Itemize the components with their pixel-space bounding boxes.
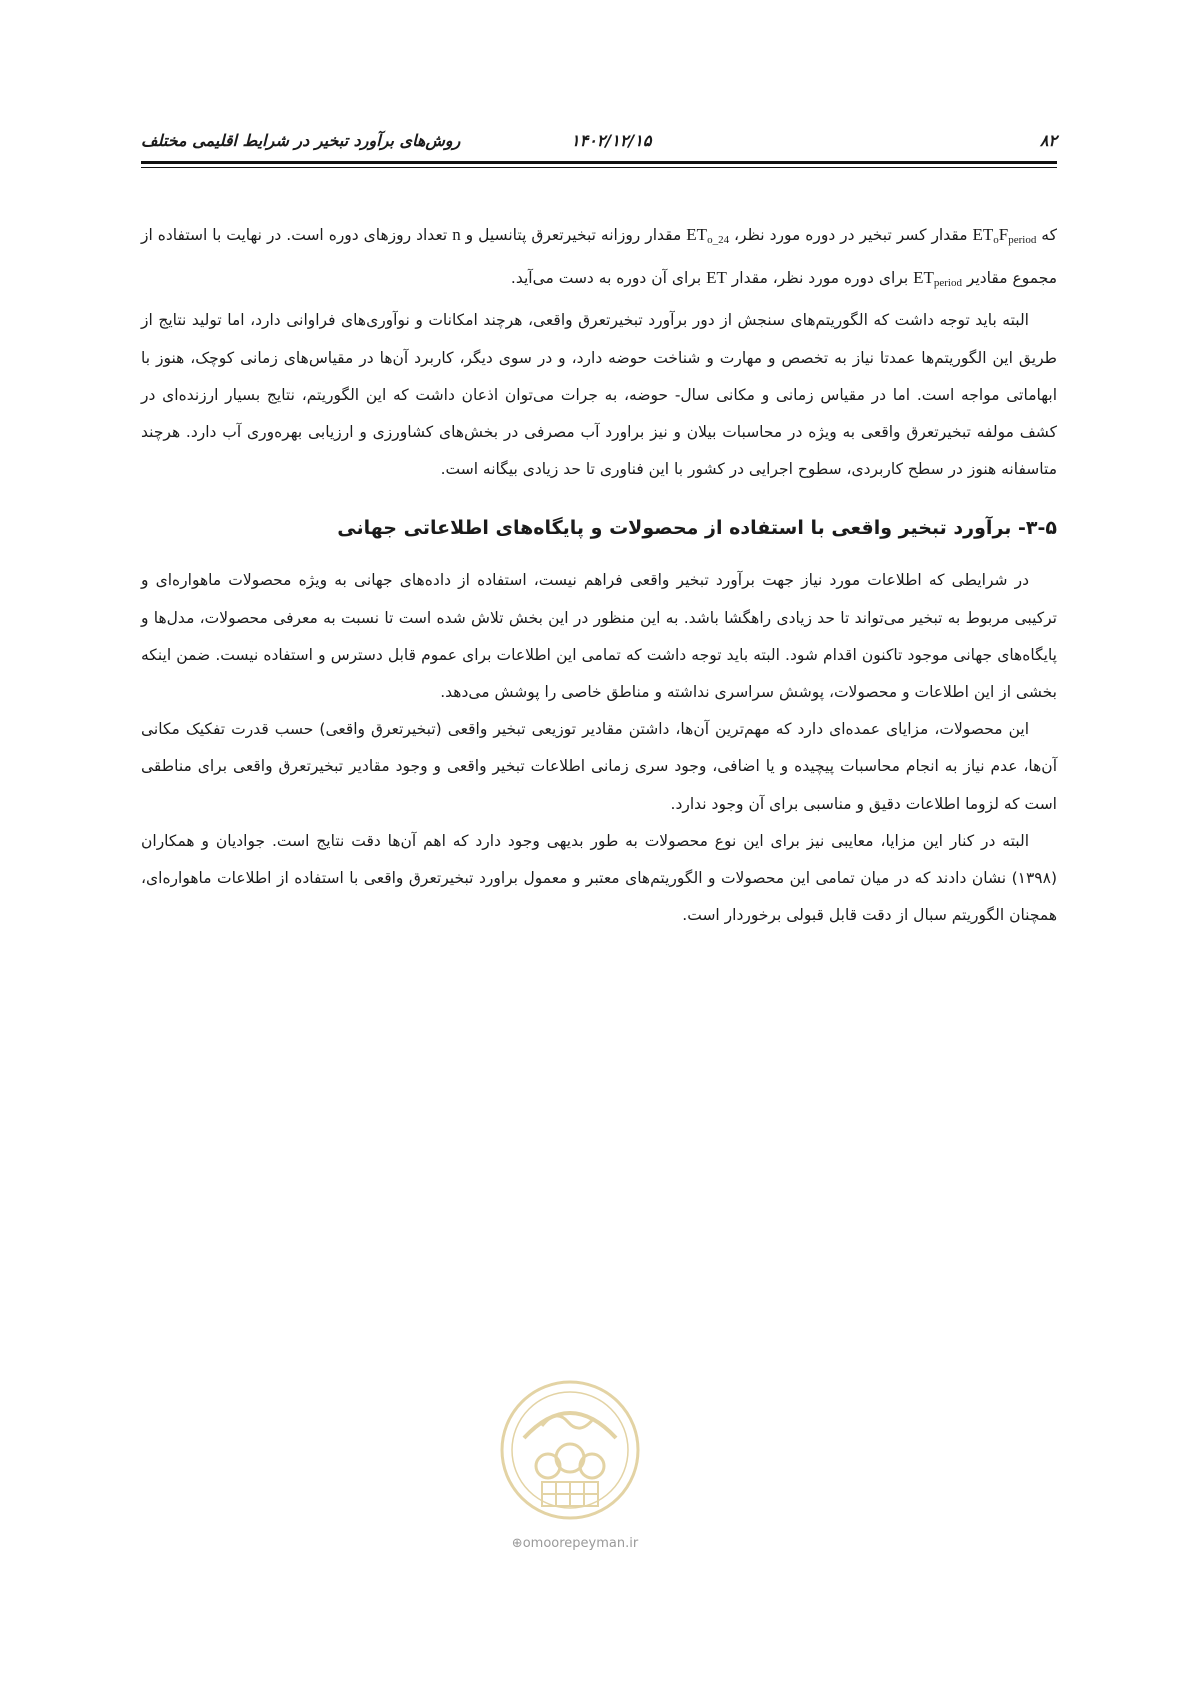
paragraph-formula-explanation: که $ET_oF_{period}$ مقدار کسر تبخیر در دوره مورد نظر، $ET_{o\_24}$ مقدار روزانه تبخیرتعرق پتانسیل و n تعداد روزهای دوره است. در نهایت با استفاده از مجموع مقادیر $ET_{period}$ برای دوره مورد نظر، مقدار ET برای آن دوره به دست می‌آید. (141, 225, 1057, 290)
paragraph-algorithm-notes: البته باید توجه داشت که الگوریتم‌های سنجش از دور برآورد تبخیرتعرق واقعی، هرچند امکانات و نوآوری‌های فراوانی دارد، اما تولید نتایج از طریق این الگوریتم‌ها عمدتا نیاز به تخصص و مهارت و شناخت حوضه دارد، و در سوی دیگر، کاربرد آن‌ها در مقیاس‌های زمانی کوچک، هنوز با ابهاماتی مواجه است. اما در مقیاس زمانی و مکانی سال- حوضه، به جرات می‌توان اذعان داشت که این الگوریتم، نتایج بسیار ارزنده‌ای در کشف مولفه تبخیرتعرق واقعی به ویژه در محاسبات بیلان و نیز براورد آب مصرفی در بخش‌های کشاورزی و ارزیابی بهره‌وری آب دارد. هرچند متاسفانه هنوز در سطح کاربردی، سطوح اجرایی در کشور با این فناوری تا حد زیادی بیگانه است. (141, 311, 1057, 479)
paragraph-global-data-intro: در شرایطی که اطلاعات مورد نیاز جهت برآورد تبخیر واقعی فراهم نیست، استفاده از داده‌های جهانی به ویژه محصولات ماهواره‌ای و ترکیبی مربوط به تبخیر می‌تواند تا حد زیادی راهگشا باشد. به این منظور در این بخش تلاش شده است تا نسبت به معرفی محصولات، مدل‌ها و پایگاه‌های جهانی موجود تاکنون اقدام شود. البته باید توجه داشت که تمامی این اطلاعات برای عموم قابل دسترس و استفاده نیست. ضمن اینکه بخشی از این اطلاعات و محصولات، پوشش سراسری نداشته و مناطق خاصی را پوشش می‌دهد. (141, 571, 1057, 702)
running-header (141, 131, 1057, 155)
section-heading: ۳-۵- برآورد تبخیر واقعی با استفاده از محصولات و پایگاه‌های اطلاعاتی جهانی (337, 517, 1057, 540)
header-rule-thick (141, 161, 1057, 164)
header-rule-thin (141, 167, 1057, 168)
header-title: روش‌های برآورد تبخیر در شرایط اقلیمی مختلف (141, 131, 461, 150)
page-number: ۸۲ (1039, 131, 1057, 150)
globe-icon: ⊕ (511, 1536, 523, 1551)
watermark-logo-icon (498, 1378, 642, 1522)
header-date: ۱۴۰۲/۱۲/۱۵ (571, 131, 652, 150)
paragraph-product-advantages: این محصولات، مزایای عمده‌ای دارد که مهم‌ترین آن‌ها، داشتن مقادیر توزیعی تبخیر واقعی (تبخیرتعرق واقعی) حسب قدرت تفکیک مکانی آن‌ها، عدم نیاز به انجام محاسبات پیچیده و یا اضافی، وجود سری زمانی اطلاعات تبخیر واقعی و وجود مقادیر تبخیرتعرق واقعی برای مناطقی است که لزوما اطلاعات دقیق و مناسبی برای آن وجود ندارد. (141, 720, 1057, 813)
document-body (141, 216, 1057, 934)
paragraph-product-drawbacks: البته در کنار این مزایا، معایبی نیز برای این نوع محصولات به طور بدیهی وجود دارد که اهم آن‌ها دقت نتایج است. جوادیان و همکاران (۱۳۹۸) نشان دادند که در میان تمامی این محصولات و الگوریتم‌های معتبر و معمول براورد تبخیرتعرق واقعی با استفاده از اطلاعات ماهواره‌ای، همچنان الگوریتم سبال از دقت قابل قبولی برخوردار است. (141, 831, 1057, 925)
watermark-site-url: ⊕omoorepeyman.ir (511, 1536, 639, 1551)
